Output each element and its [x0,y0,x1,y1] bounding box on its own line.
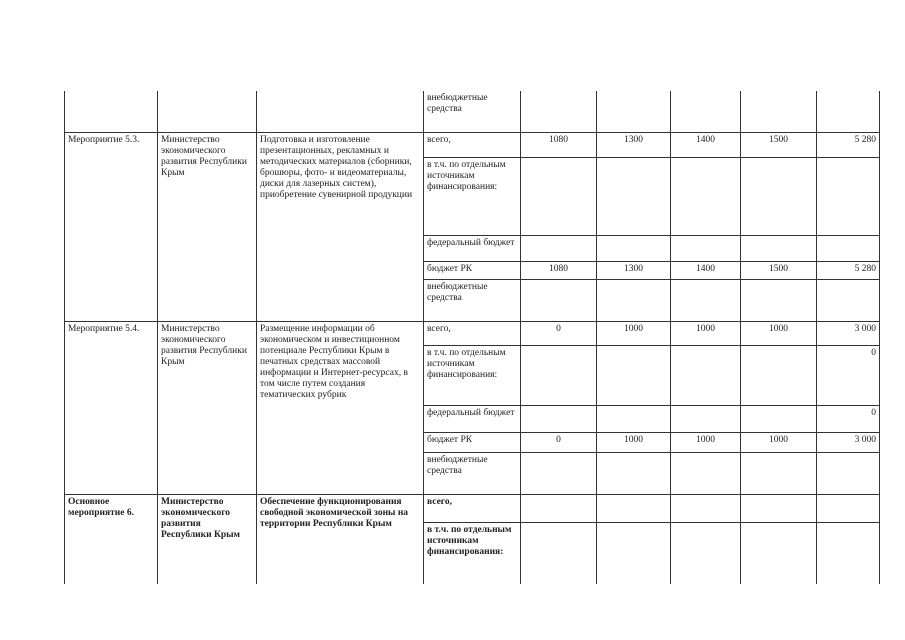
year2-cell: 1300 [597,132,671,157]
year2-cell [597,405,671,432]
year4-cell [741,279,817,321]
year4-cell: 1000 [741,432,817,452]
year1-cell [521,405,597,432]
year2-cell: 1300 [597,261,671,279]
description-cell: Размещение информации об экономическом и инвестиционном потенциале Республики Крым в печатных средствах массовой информации и Интернет-ресурсах, в том числе путем создания тематических рубрик [257,321,424,494]
year1-cell: 1080 [521,261,597,279]
total-cell: 3 000 [817,321,880,345]
year3-cell [671,235,741,261]
description-cell [257,91,424,132]
total-cell: 0 [817,405,880,432]
total-cell: 3 000 [817,432,880,452]
source-cell: всего, [424,494,521,522]
activity-row [65,321,880,345]
year1-cell [521,91,597,132]
year3-cell [671,452,741,494]
year3-cell [671,279,741,321]
year4-cell [741,452,817,494]
year2-cell [597,345,671,405]
year2-cell [597,279,671,321]
activity-cell [65,91,158,132]
continuation-row [65,91,880,132]
source-cell: внебюджетные средства [424,452,521,494]
responsible-cell: Министерство экономического развития Республики Крым [158,321,257,494]
year1-cell [521,522,597,584]
year3-cell [671,157,741,235]
year2-cell [597,494,671,522]
year3-cell [671,522,741,584]
year2-cell [597,235,671,261]
year3-cell [671,494,741,522]
year4-cell [741,91,817,132]
year4-cell [741,235,817,261]
description-cell: Подготовка и изготовление презентационных, рекламных и методических материалов (сборники, брошюры, фото- и видеоматериалы, диски для лазерных систем), приобретение сувенирной продукции [257,132,424,321]
responsible-cell: Министерство экономического развития Республики Крым [158,132,257,321]
year1-cell [521,279,597,321]
year3-cell: 1400 [671,132,741,157]
responsible-cell [158,91,257,132]
source-cell: в т.ч. по отдельным источникам финансирования: [424,522,521,584]
year1-cell: 0 [521,321,597,345]
year3-cell [671,405,741,432]
total-cell: 5 280 [817,261,880,279]
year1-cell [521,345,597,405]
source-cell: внебюджетные средства [424,91,521,132]
total-cell [817,452,880,494]
year1-cell: 1080 [521,132,597,157]
activity-cell: Мероприятие 5.3. [65,132,158,321]
year4-cell [741,494,817,522]
year1-cell [521,494,597,522]
year1-cell [521,157,597,235]
year2-cell [597,522,671,584]
year2-cell [597,452,671,494]
year3-cell: 1000 [671,321,741,345]
year2-cell: 1000 [597,432,671,452]
year4-cell [741,157,817,235]
year3-cell [671,91,741,132]
year3-cell [671,345,741,405]
year4-cell [741,405,817,432]
year1-cell [521,235,597,261]
activity-row [65,494,880,522]
year4-cell: 1500 [741,261,817,279]
source-cell: бюджет РК [424,432,521,452]
activity-cell: Мероприятие 5.4. [65,321,158,494]
source-cell: федеральный бюджет [424,405,521,432]
year4-cell [741,522,817,584]
total-cell [817,157,880,235]
total-cell [817,235,880,261]
financing-table [64,91,880,584]
year3-cell: 1000 [671,432,741,452]
total-cell: 5 280 [817,132,880,157]
year2-cell [597,91,671,132]
year1-cell [521,452,597,494]
source-cell: федеральный бюджет [424,235,521,261]
year2-cell: 1000 [597,321,671,345]
activity-row [65,132,880,157]
source-cell: в т.ч. по отдельным источникам финансирования: [424,157,521,235]
source-cell: всего, [424,321,521,345]
total-cell [817,91,880,132]
total-cell [817,279,880,321]
source-cell: в т.ч. по отдельным источникам финансирования: [424,345,521,405]
year2-cell [597,157,671,235]
year1-cell: 0 [521,432,597,452]
description-cell: Обеспечение функционирования свободной экономической зоны на территории Республики Крым [257,494,424,584]
source-cell: бюджет РК [424,261,521,279]
year3-cell: 1400 [671,261,741,279]
total-cell [817,522,880,584]
year4-cell: 1000 [741,321,817,345]
total-cell: 0 [817,345,880,405]
responsible-cell: Министерство экономического развития Республики Крым [158,494,257,584]
year4-cell [741,345,817,405]
source-cell: всего, [424,132,521,157]
activity-cell: Основное мероприятие 6. [65,494,158,584]
total-cell [817,494,880,522]
source-cell: внебюджетные средства [424,279,521,321]
year4-cell: 1500 [741,132,817,157]
